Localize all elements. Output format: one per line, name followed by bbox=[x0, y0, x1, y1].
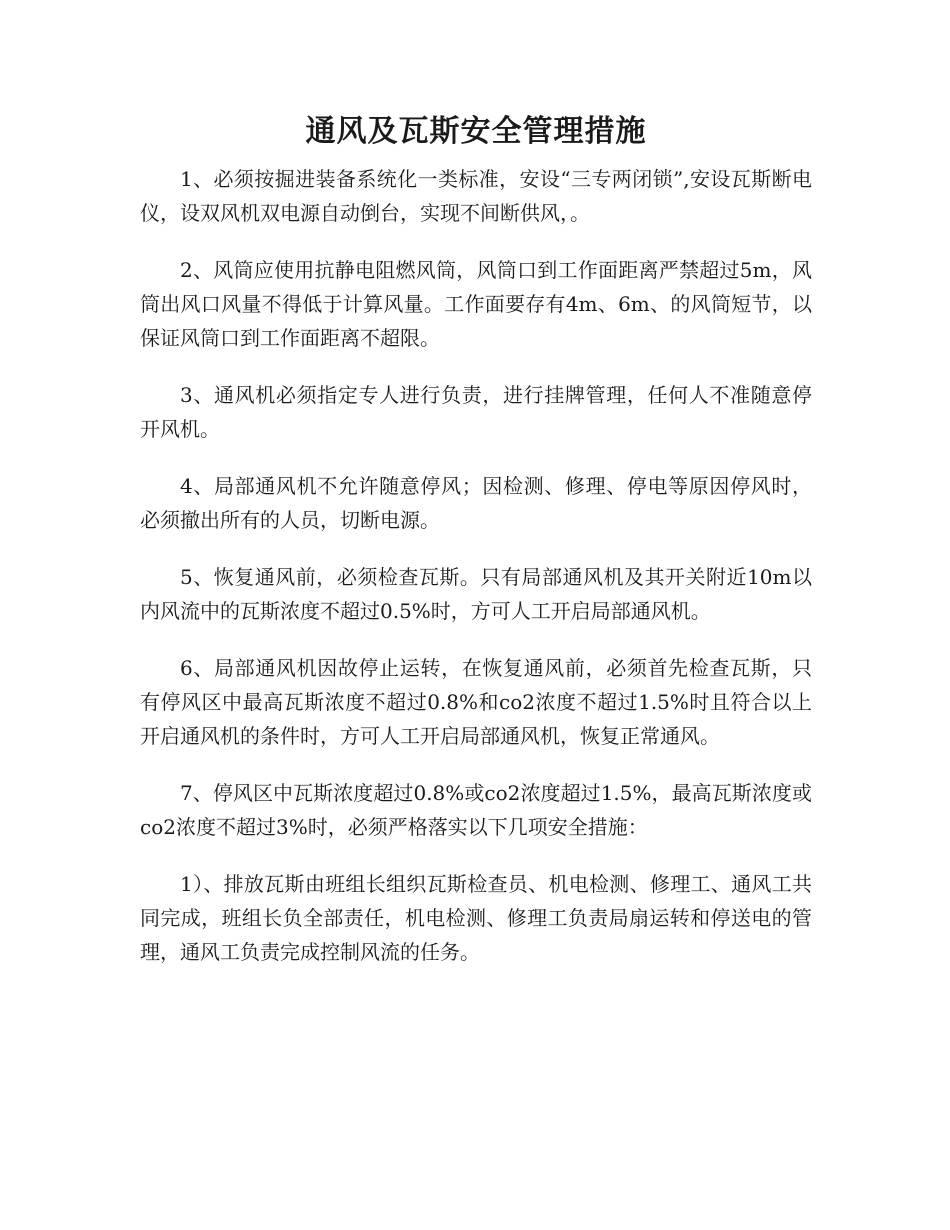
paragraph-6: 6、局部通风机因故停止运转，在恢复通风前，必须首先检查瓦斯，只有停风区中最高瓦斯浓度不超过0.8%和co2浓度不超过1.5%时且符合以上开启通风机的条件时，方可人工开启局部通风机，恢复正常通风。 bbox=[140, 656, 812, 748]
paragraph-7-sub-1: 1）、排放瓦斯由班组长组织瓦斯检查员、机电检测、修理工、通风工共同完成，班组长负全部责任，机电检测、修理工负责局扇运转和停送电的管理，通风工负责完成控制风流的任务。 bbox=[140, 872, 812, 964]
paragraph-2: 2、风筒应使用抗静电阻燃风筒，风筒口到工作面距离严禁超过5m，风筒出风口风量不得低于计算风量。工作面要存有4m、6m、的风筒短节，以保证风筒口到工作面距离不超限。 bbox=[140, 258, 812, 350]
paragraph-3: 3、通风机必须指定专人进行负责，进行挂牌管理，任何人不准随意停开风机。 bbox=[140, 383, 812, 441]
paragraph-7: 7、停风区中瓦斯浓度超过0.8%或co2浓度超过1.5%，最高瓦斯浓度或co2浓度不超过3%时，必须严格落实以下几项安全措施： bbox=[140, 781, 812, 839]
paragraph-4: 4、局部通风机不允许随意停风；因检测、修理、停电等原因停风时，必须撤出所有的人员，切断电源。 bbox=[140, 474, 812, 532]
page-title: 通风及瓦斯安全管理措施 bbox=[305, 114, 647, 149]
paragraph-1: 1、必须按掘进装备系统化一类标准，安设“三专两闭锁”,安设瓦斯断电仪，设双风机双电源自动倒台，实现不间断供风，。 bbox=[140, 167, 812, 225]
paragraph-5: 5、恢复通风前，必须检查瓦斯。只有局部通风机及其开关附近10m以内风流中的瓦斯浓度不超过0.5%时，方可人工开启局部通风机。 bbox=[140, 565, 812, 623]
document-page bbox=[140, 112, 812, 992]
